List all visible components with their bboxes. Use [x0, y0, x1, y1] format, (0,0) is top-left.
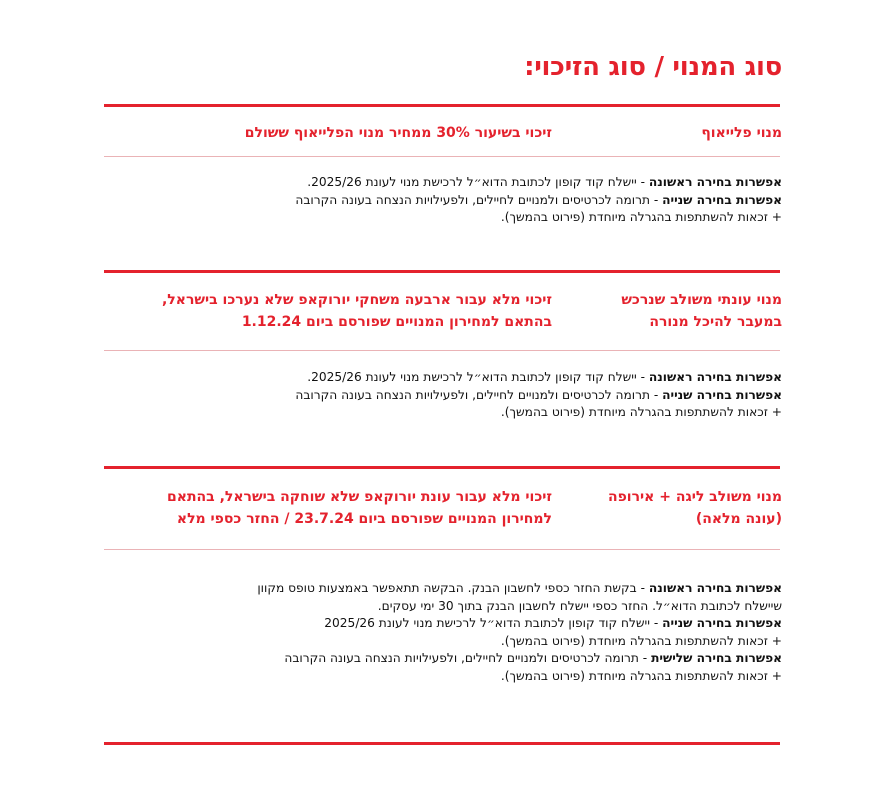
credit-line: זיכוי בשיעור 30% ממחיר מנוי הפלייאוף ששולם: [244, 125, 552, 141]
option-text: - יישלח קוד קופון לכתובת הדוא״ל לרכישת מנוי לעונת 2025/26.: [307, 175, 649, 189]
option-line: [102, 174, 782, 192]
section-divider: [104, 270, 780, 273]
option-line: [102, 209, 782, 227]
option-text: - תרומה לכרטיסים ולמנויים לחיילים, ולפעילויות הנצחה בעונה הקרובה: [284, 651, 652, 665]
credit-line: למחירון המנויים שפורסם ביום 23.7.24 / החזר כספי מלא: [176, 511, 552, 527]
option-line: [102, 192, 782, 210]
option-text: + זכאות להשתתפות בהגרלה מיוחדת (פירוט בהמשך).: [500, 668, 782, 683]
row-divider: [104, 350, 780, 351]
credit-line: זיכוי מלא עבור ארבעה משחקי יורוקאפ שלא נערכו בישראל,: [161, 292, 552, 308]
option-text: + זכאות להשתתפות בהגרלה מיוחדת (פירוט בהמשך).: [500, 405, 782, 419]
row-divider: [104, 156, 780, 157]
section-divider: [104, 742, 780, 745]
option-text: - תרומה לכרטיסים ולמנויים לחיילים, ולפעילויות הנצחה בעונה הקרובה: [295, 387, 663, 402]
option-label: אפשרות בחירה שנייה: [662, 616, 782, 630]
option-line: [102, 668, 782, 686]
option-line: [102, 369, 782, 387]
options-block: [102, 174, 782, 227]
option-label: אפשרות בחירה ראשונה: [648, 175, 782, 189]
options-block: [102, 580, 782, 685]
option-text: - בקשת החזר כספי לחשבון הבנק. הבקשה תתאפשר באמצעות טופס מקוון: [257, 581, 649, 595]
credit-description: [106, 486, 552, 530]
subscription-type: [562, 289, 782, 333]
subscription-type-line: מנוי משולב ליגה + אירופה: [607, 489, 782, 505]
credit-line: בהתאם למחירון המנויים שפורסם ביום 1.12.24: [241, 314, 552, 330]
section-divider: [104, 466, 780, 469]
option-text: + זכאות להשתתפות בהגרלה מיוחדת (פירוט בהמשך).: [500, 633, 782, 648]
option-label: אפשרות בחירה שנייה: [662, 387, 782, 402]
option-text: + זכאות להשתתפות בהגרלה מיוחדת (פירוט בהמשך).: [500, 210, 782, 224]
options-block: [102, 369, 782, 422]
subscription-type-line: (עונה מלאה): [695, 511, 782, 527]
subscription-type-line: מנוי עונתי משולב שנרכש: [621, 292, 782, 308]
option-text: - תרומה לכרטיסים ולמנויים לחיילים, ולפעילויות הנצחה בעונה הקרובה: [295, 192, 663, 207]
option-line: [102, 580, 782, 598]
credit-description: [106, 289, 552, 333]
row-divider: [104, 549, 780, 550]
option-line: [102, 633, 782, 651]
option-line: [102, 387, 782, 405]
option-line: [102, 404, 782, 422]
subscription-type-line: במעבר להיכל מנורה: [649, 314, 782, 330]
option-label: אפשרות בחירה ראשונה: [648, 581, 782, 595]
subscription-type-line: מנוי פלייאוף: [701, 125, 782, 141]
option-text: - יישלח קוד קופון לכתובת הדוא״ל לרכישת מנוי לעונת 2025/26.: [307, 370, 649, 384]
option-line: [102, 650, 782, 668]
option-label: אפשרות בחירה שלישית: [651, 651, 782, 665]
option-text: שיישלח לכתובת הדוא״ל. החזר כספי יישלח לחשבון הבנק בתוך 30 ימי עסקים.: [377, 598, 782, 613]
credit-line: זיכוי מלא עבור עונת יורוקאפ שלא שוחקה בישראל, בהתאם: [167, 489, 552, 505]
credit-description: [106, 122, 552, 144]
option-text: - יישלח קוד קופון לכתובת הדוא״ל לרכישת מנוי לעונת 2025/26: [324, 616, 663, 630]
option-label: אפשרות בחירה שנייה: [662, 192, 782, 207]
option-line: [102, 615, 782, 633]
section-divider: [104, 104, 780, 107]
option-line: [102, 598, 782, 616]
option-label: אפשרות בחירה ראשונה: [648, 370, 782, 384]
subscription-type: [562, 122, 782, 144]
subscription-type: [562, 486, 782, 530]
page-title: סוג המנוי / סוג הזיכוי:: [524, 52, 782, 82]
